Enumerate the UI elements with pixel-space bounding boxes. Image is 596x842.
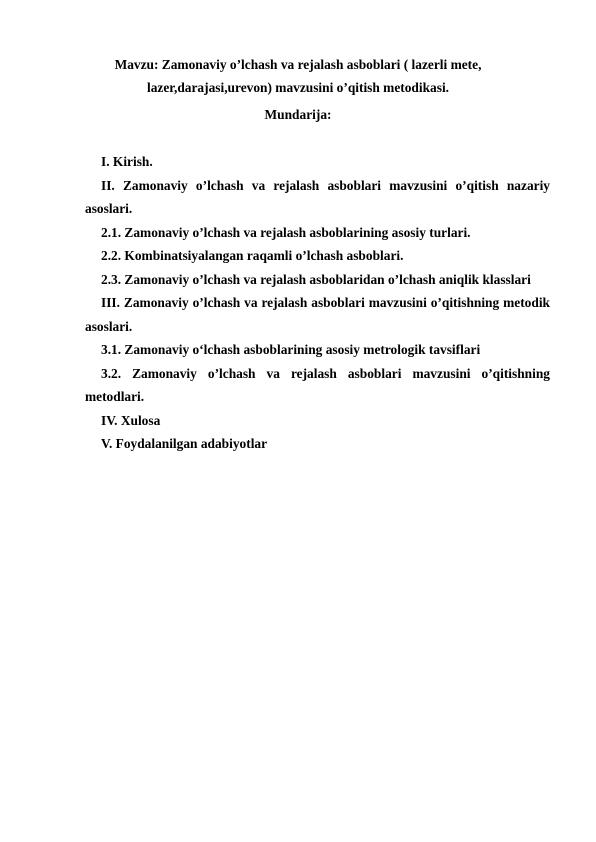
toc-item-chapter-3: III. Zamonaviy o’lchash va rejalash asboblari mavzusini o’qitishning metodik asoslari.	[85, 295, 550, 334]
toc-item-chapter-2: II. Zamonaviy o’lchash va rejalash asboblari mavzusini o’qitish nazariy asoslari.	[85, 177, 550, 216]
table-of-contents-heading: Mundarija:	[264, 107, 332, 122]
title-line-1: Mavzu: Zamonaviy o’lchash va rejalash asboblari ( lazerli mete,	[114, 57, 482, 72]
toc-item-conclusion: IV. Xulosa	[101, 412, 161, 428]
toc-item-3-2: 3.2. Zamonaviy o’lchash va rejalash asboblari mavzusini o’qitishning metodlari.	[85, 365, 550, 404]
toc-item-2-3: 2.3. Zamonaviy o’lchash va rejalash asboblaridan o’lchash aniqlik klasslari	[101, 271, 531, 287]
toc-item-2-1: 2.1. Zamonaviy o’lchash va rejalash asboblarining asosiy turlari.	[101, 224, 471, 240]
toc-item-intro: I. Kirish.	[101, 154, 153, 169]
toc-item-references: V. Foydalanilgan adabiyotlar	[101, 436, 268, 451]
toc-item-2-2: 2.2. Kombinatsiyalangan raqamli o’lchash asboblari.	[101, 248, 404, 263]
document-title	[70, 53, 526, 99]
table-of-contents	[85, 150, 550, 456]
title-line-2: lazer,darajasi,urevon) mavzusini o’qitish metodikasi.	[146, 80, 450, 95]
toc-item-3-1: 3.1. Zamonaviy o‘lchash asboblarining asosiy metrologik tavsiflari	[101, 342, 481, 357]
